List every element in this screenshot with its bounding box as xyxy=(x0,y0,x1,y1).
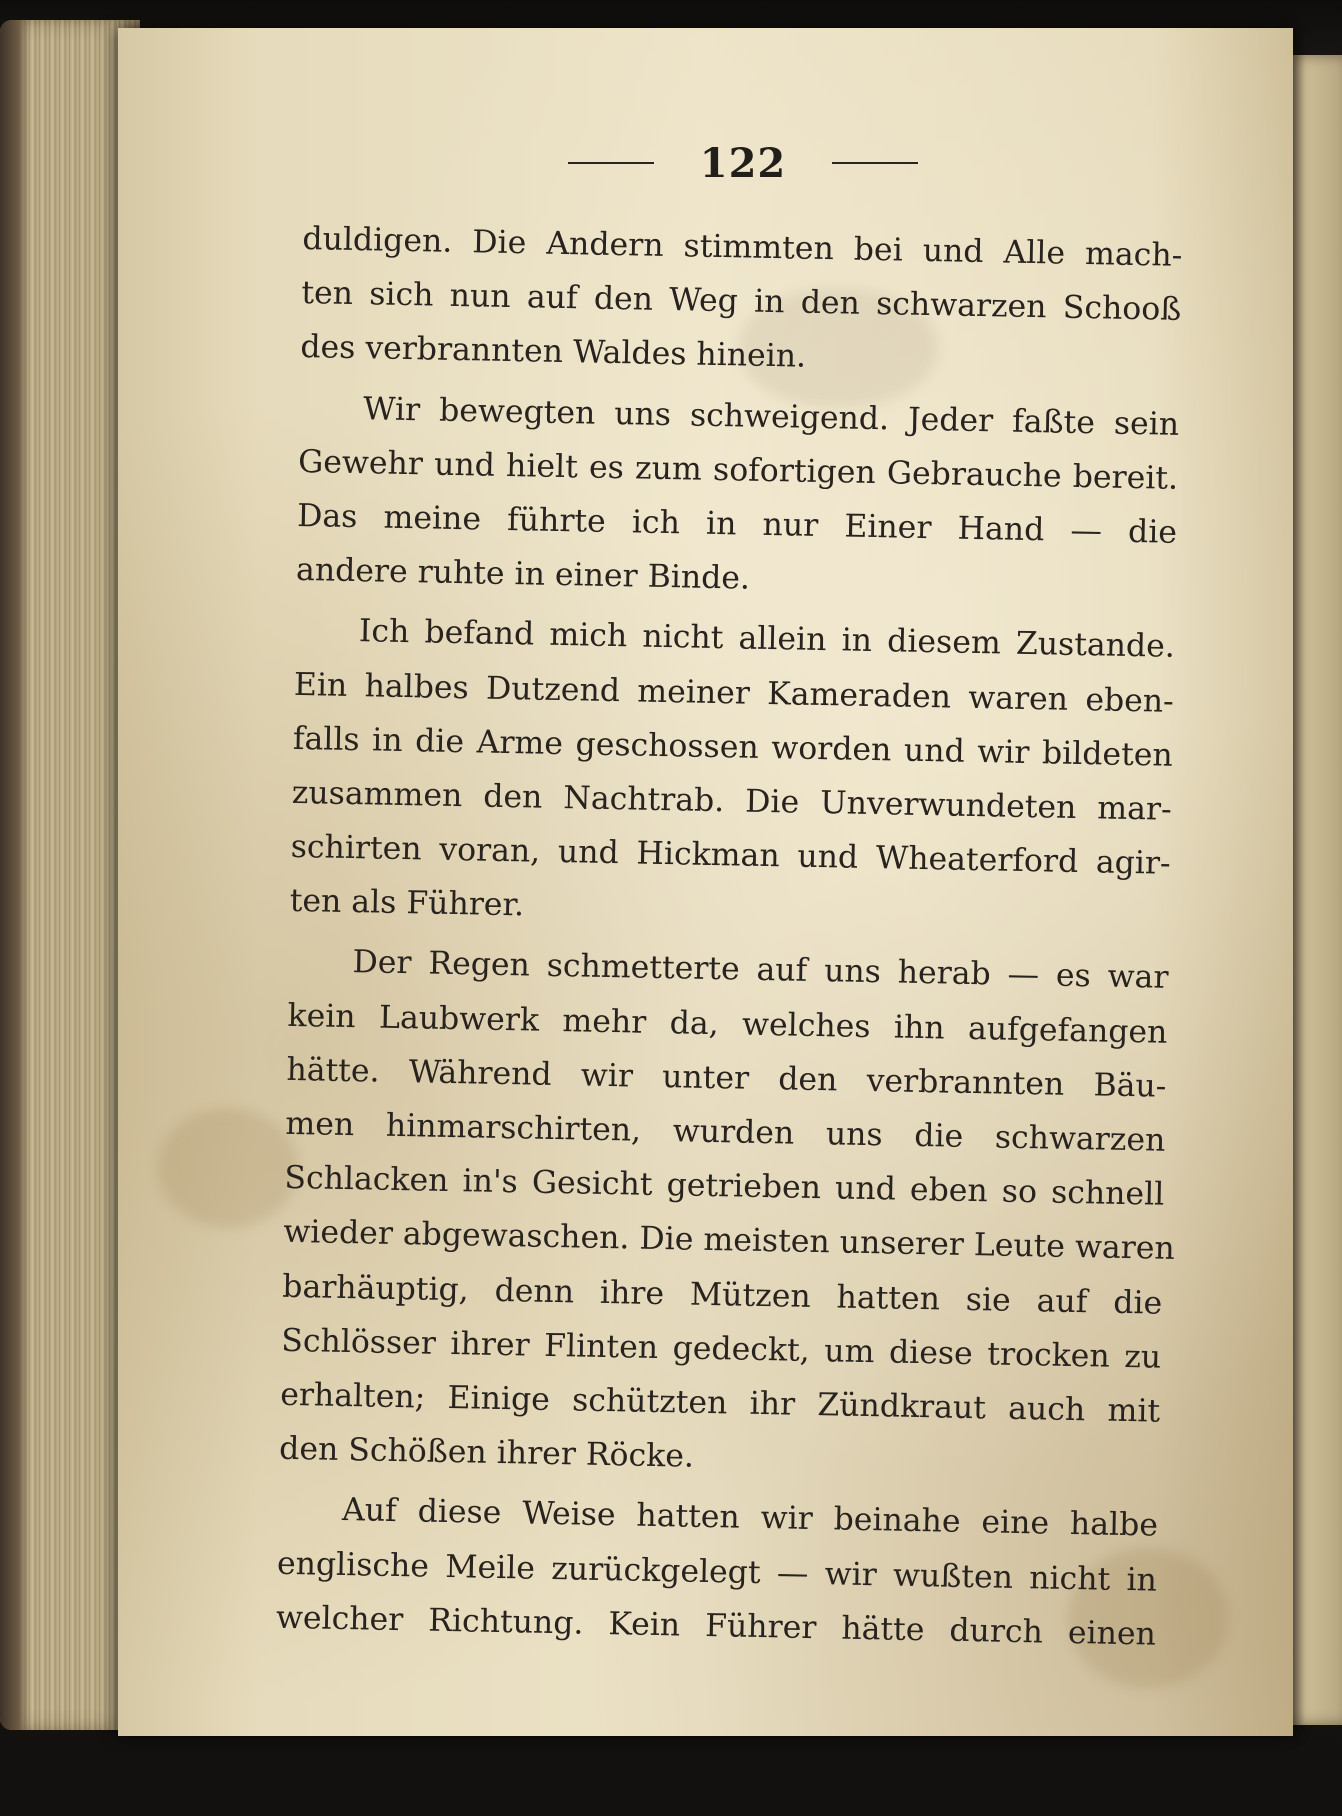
text-line: Schlösser ihrer Flinten gedeckt, um diese trocken zu xyxy=(280,1322,1162,1376)
paragraph xyxy=(296,381,1180,615)
book-page xyxy=(118,28,1293,1736)
text-line: falls in die Arme geschossen worden und wir bildeten xyxy=(292,720,1174,774)
paragraph xyxy=(278,934,1176,1493)
text-line: barhäuptig, denn ihre Mützen hatten sie auf die xyxy=(282,1268,1163,1322)
text-line: ten als Führer. xyxy=(289,883,525,924)
text-line: Das meine führte ich in nur Einer Hand — die xyxy=(296,497,1178,551)
text-line: men hinmarschirten, wurden uns die schwarzen xyxy=(285,1105,1166,1159)
text-line: Auf diese Weise hatten wir beinahe eine halbe xyxy=(341,1492,1159,1544)
text-line: Gewehr und hielt es zum sofortigen Gebrauche bereit. xyxy=(297,443,1179,497)
paragraph xyxy=(300,212,1183,391)
page-number: 122 xyxy=(699,139,787,187)
text-line: Wir bewegten uns schweigend. Jeder faßte sein xyxy=(362,390,1180,443)
body-text xyxy=(275,212,1182,1662)
text-line: schirten voran, und Hickman und Wheaterford agir- xyxy=(290,828,1171,882)
text-line: duldigen. Die Andern stimmten bei und Alle mach- xyxy=(302,220,1183,274)
text-line: kein Laubwerk mehr da, welches ihn aufgefangen xyxy=(287,997,1168,1051)
header-rule-right xyxy=(832,162,918,164)
facing-page-edge xyxy=(1285,55,1342,1725)
text-line: andere ruhte in einer Binde. xyxy=(295,552,751,597)
text-line: des verbrannten Waldes hinein. xyxy=(300,329,807,376)
text-line: Der Regen schmetterte auf uns herab — es war xyxy=(352,944,1169,997)
text-line: welcher Richtung. Kein Führer hätte durch einen xyxy=(275,1599,1157,1653)
page-header xyxy=(303,128,1183,198)
text-line: den Schößen ihrer Röcke. xyxy=(278,1430,695,1475)
page-content xyxy=(275,128,1183,1653)
text-line: Ein halbes Dutzend meiner Kameraden waren eben- xyxy=(293,666,1175,720)
text-line: Ich befand mich nicht allein in diesem Zustande. xyxy=(358,613,1176,666)
text-line: ten sich nun auf den Weg in den schwarzen Schooß xyxy=(301,275,1182,329)
text-line: Schlacken in's Gesicht getrieben und eben so schnell xyxy=(284,1160,1165,1213)
text-line: hätte. Während wir unter den verbrannten Bäu- xyxy=(286,1051,1167,1105)
text-line: wieder abgewaschen. Die meisten unserer Leute waren xyxy=(283,1214,1176,1268)
text-line: zusammen den Nachtrab. Die Unverwundeten mar- xyxy=(291,774,1173,828)
text-line: erhalten; Einige schützten ihr Zündkraut auch mit xyxy=(279,1376,1161,1430)
text-line: englische Meile zurückgelegt — wir wußten nicht in xyxy=(276,1545,1158,1599)
paragraph xyxy=(275,1482,1158,1661)
paragraph xyxy=(289,603,1175,945)
header-rule-left xyxy=(568,162,654,164)
